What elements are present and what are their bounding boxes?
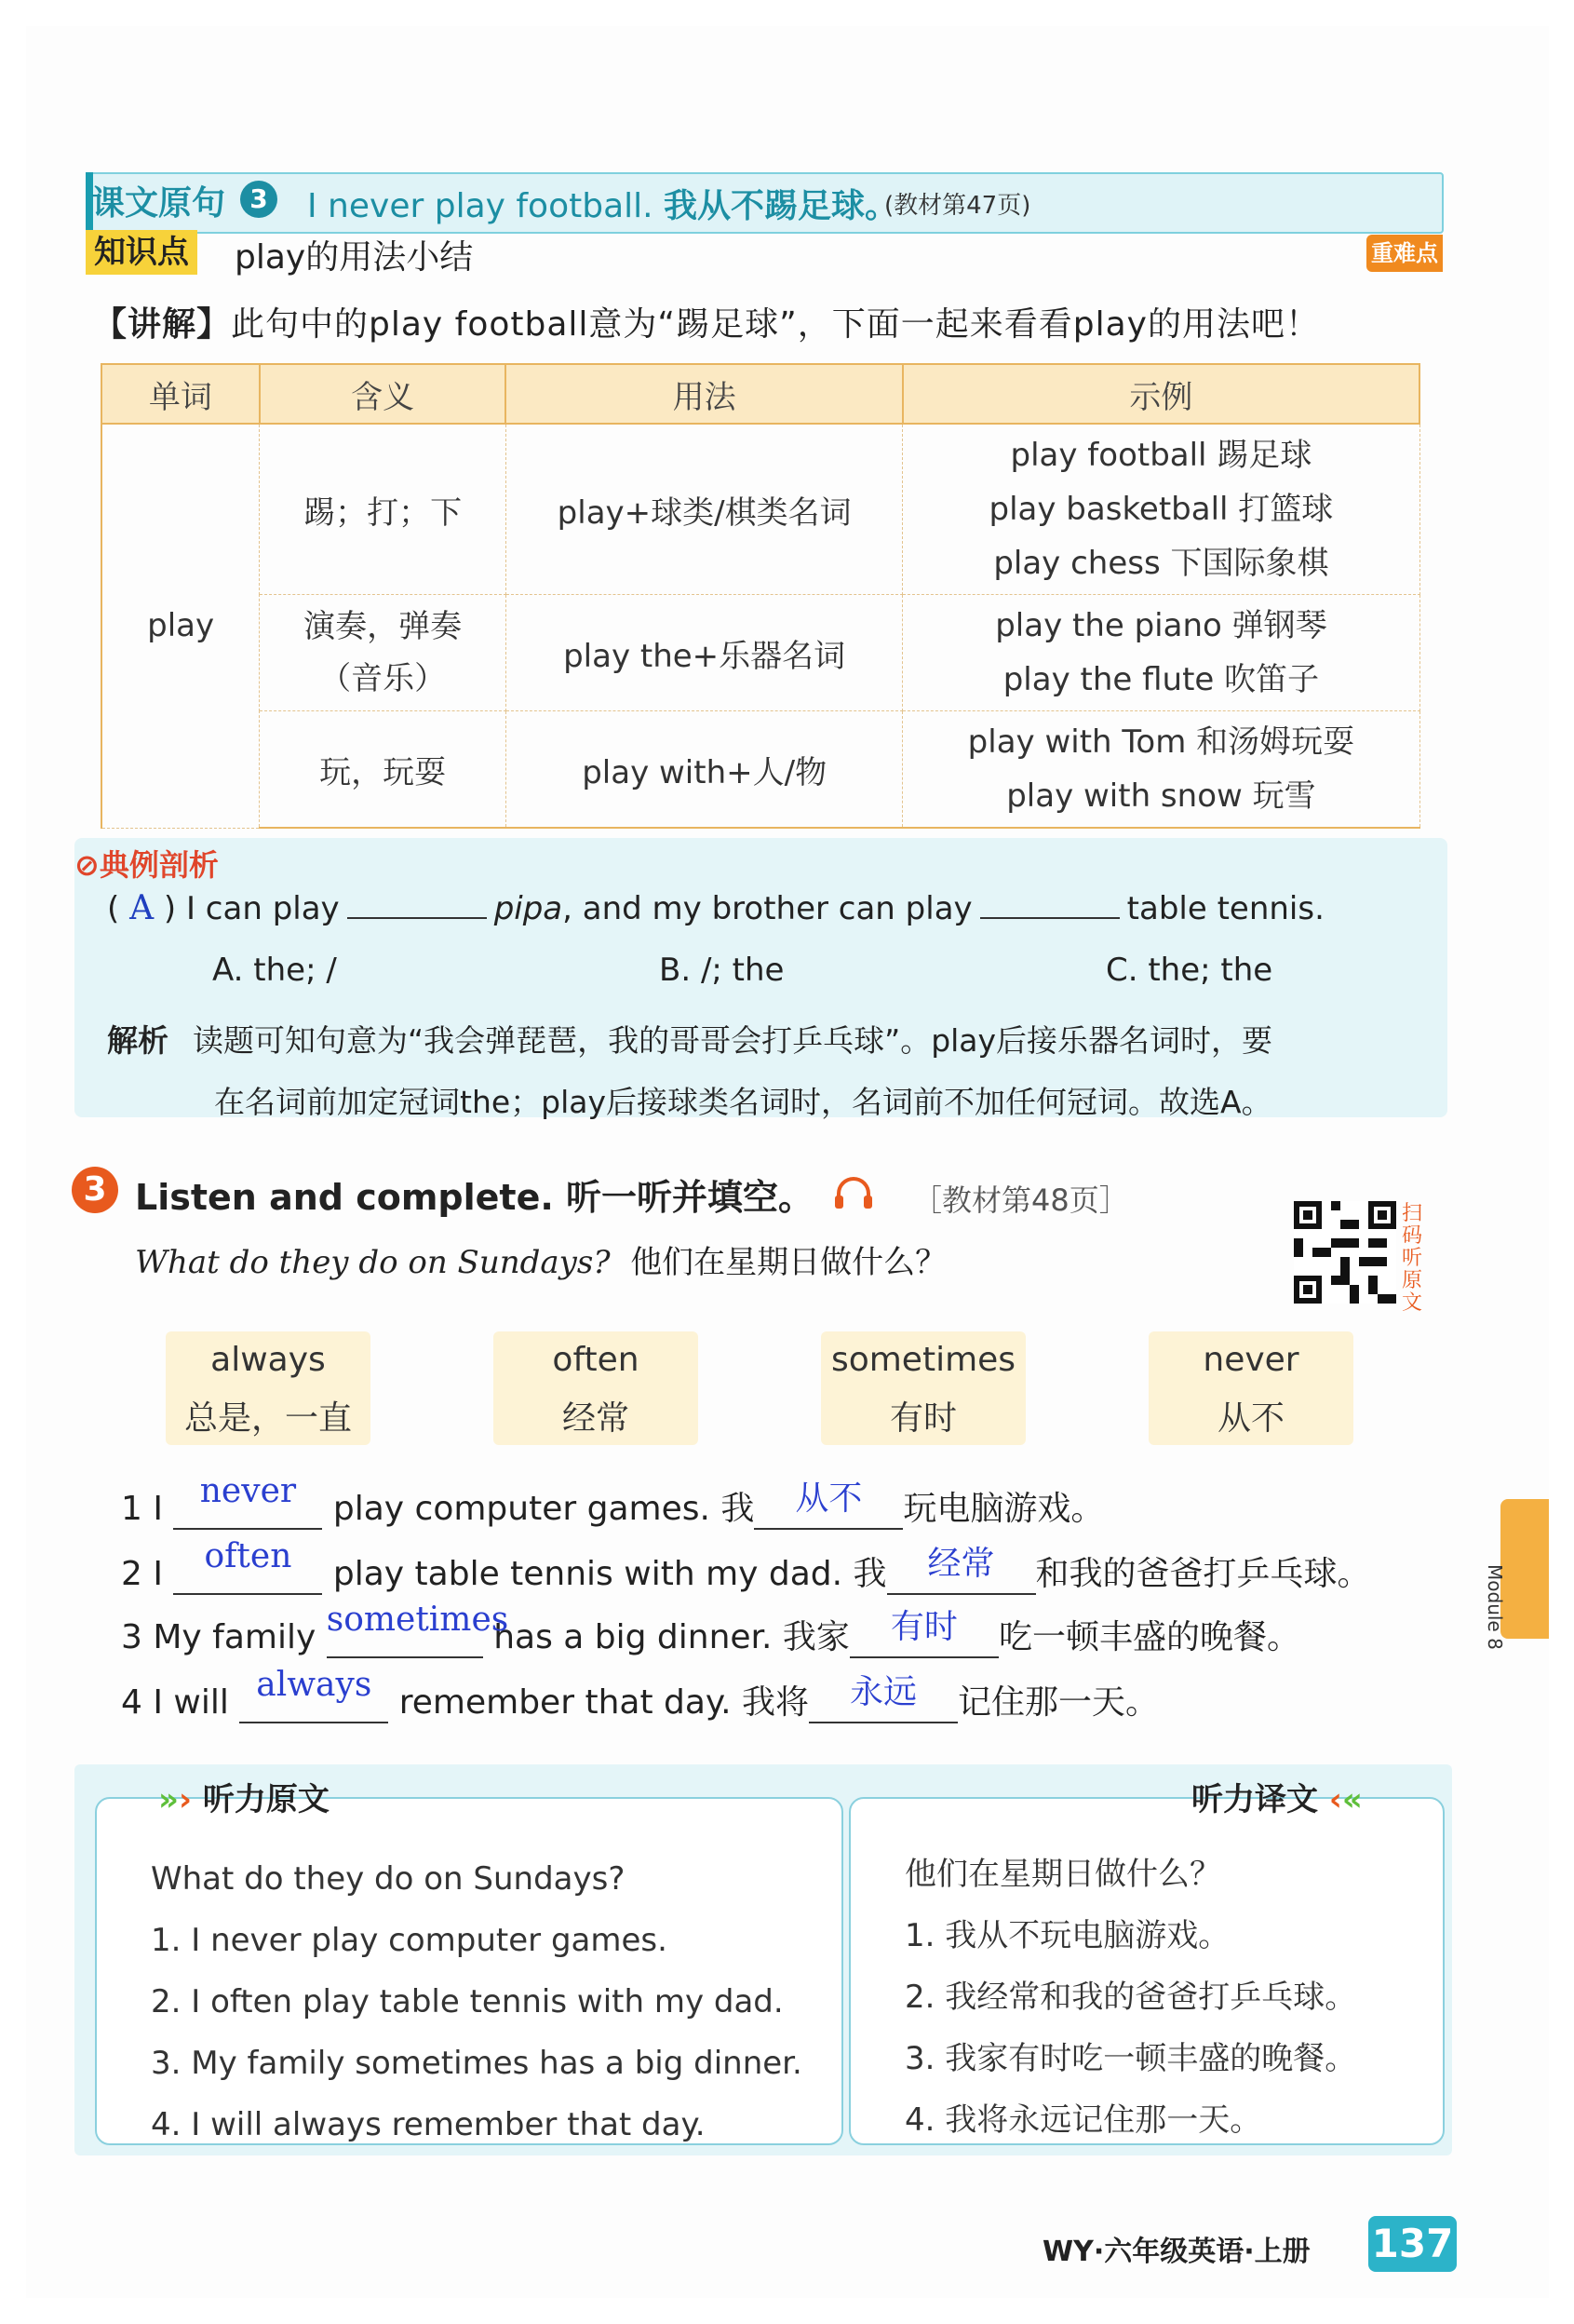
key-point-badge: 重难点 [1366,235,1443,272]
no-icon: ⊘ [74,847,100,883]
explanation [93,298,1320,345]
usage-cell: play with+人/物 [505,711,902,829]
transcript-original-lines: What do they do on Sundays? 1. I never play computer games. 2. I often play table tennis with my dad. 3. My family sometimes has a big dinner. 4. I will always remember that day. [151,1860,802,2143]
exercise-subtitle: What do they do on Sundays? 他们在星期日做什么？ [135,1244,948,1281]
example-line: play the flute 吹笛子 [1002,661,1320,698]
example-line: play basketball 打篮球 [989,491,1334,528]
play-usage-table [101,363,1420,829]
meaning-cell: 踢；打；下 [260,424,506,595]
module-tab[interactable]: Module 8 [1500,1499,1549,1639]
word-cell: play [101,424,260,828]
page-number: 137 [1368,2216,1457,2272]
explanation-label: 【讲解】 [93,305,232,344]
answer-blank[interactable]: 永远 [809,1681,958,1723]
blank [980,908,1120,919]
example-question: ( A ) I can play pipa, and my brother can play table tennis. [107,889,1325,927]
option-b: B. /; the [659,952,785,989]
qr-note: 扫码听原文 [1402,1202,1423,1315]
exercise-reference: ［教材第48页］ [912,1182,1129,1218]
answer-blank[interactable]: 从不 [754,1487,903,1530]
example-line: play chess 下国际象棋 [993,545,1329,582]
meaning-cell: 演奏，弹奏（音乐） [260,595,506,711]
textbook-reference: (教材第47页) [884,192,1031,220]
qr-code-icon[interactable] [1294,1201,1396,1304]
usage-cell: play+球类/棋类名词 [505,424,902,595]
sentence-cn: 我从不踢足球。 [664,187,899,225]
section-sentence [307,180,898,227]
answer-blank[interactable]: never [173,1487,322,1530]
section-label: 课文原句 [91,184,226,223]
table-row [101,595,1419,711]
answer-blank[interactable]: 经常 [887,1552,1036,1595]
example-line: play with snow 玩雪 [1006,777,1316,815]
arrow-icon: « [1341,1781,1363,1818]
header-example: 示例 [903,364,1419,424]
transcript-original-title: »› 听力原文 [158,1781,330,1818]
exercise-title: Listen and complete. 听一听并填空。 [135,1177,814,1218]
sentence-en: I never play football. [307,187,653,225]
table-header-row [101,364,1419,424]
example-answer: A [129,889,155,927]
header-meaning: 含义 [260,364,506,424]
header-usage: 用法 [505,364,902,424]
usage-cell: play the+乐器名词 [505,595,902,711]
example-line: play the piano 弹钢琴 [995,607,1327,644]
fill-item-2: 2 I often play table tennis with my dad. 我 经常 和我的爸爸打乒乓球。 [121,1537,1371,1593]
table-row [101,711,1419,829]
transcript-translation-lines: 他们在星期日做什么？ 1. 我从不玩电脑游戏。 2. 我经常和我的爸爸打乒乓球。 3. 我家有时吃一顿丰盛的晚餐。 4. 我将永远记住那一天。 [905,1856,1357,2139]
example-cell [903,711,1419,829]
headphone-icon [833,1175,874,1210]
arrow-icon: » [158,1781,179,1818]
example-cell [903,595,1419,711]
answer-blank[interactable]: sometimes [327,1615,483,1658]
analysis-label: 解析 [107,1022,168,1059]
word-card-never: never 从不 [1149,1331,1353,1445]
answer-blank[interactable]: often [173,1552,322,1595]
blank [347,908,487,919]
exercise-number: 3 [72,1167,118,1213]
example-line: play football 踢足球 [1010,437,1312,474]
example-analysis: 解析 读题可知句意为“我会弹琵琶，我的哥哥会打乒乓球”。play后接乐器名词时，要 在名词前加定冠词the；play后接球类名词时，名词前不加任何冠词。故选A。 [107,1022,1273,1120]
transcript-translation-title: 听力译文 ‹« [1191,1781,1363,1818]
answer-blank[interactable]: always [239,1681,388,1723]
example-cell [903,424,1419,595]
table-row [101,424,1419,595]
knowledge-tag: 知识点 [86,230,197,275]
footer-book-title: WY·六年级英语·上册 [1043,2236,1311,2268]
knowledge-title: play的用法小结 [235,238,474,277]
arrow-icon: › [178,1781,192,1818]
fill-item-4: 4 I will always remember that day. 我将 永远 记住那一天。 [121,1666,1159,1722]
meaning-cell: 玩，玩耍 [260,711,506,829]
word-card-always: always 总是，一直 [166,1331,370,1445]
example-heading: ⊘典例剖析 [74,847,219,883]
arrow-icon: ‹ [1328,1781,1342,1818]
word-card-often: often 经常 [493,1331,698,1445]
fill-item-3: 3 My family sometimes has a big dinner. 我家 有时 吃一顿丰盛的晚餐。 [121,1601,1300,1656]
section-number: 3 [240,181,277,218]
option-c: C. the; the [1106,952,1273,989]
explanation-text: 此句中的play football意为“踢足球”，下面一起来看看play的用法吧！ [231,305,1320,344]
header-word: 单词 [101,364,260,424]
option-a: A. the; / [212,952,337,989]
answer-blank[interactable]: 有时 [850,1615,999,1658]
word-card-sometimes: sometimes 有时 [821,1331,1026,1445]
example-line: play with Tom 和汤姆玩耍 [967,723,1355,761]
fill-item-1: 1 I never play computer games. 我 从不 玩电脑游戏。 [121,1472,1105,1528]
